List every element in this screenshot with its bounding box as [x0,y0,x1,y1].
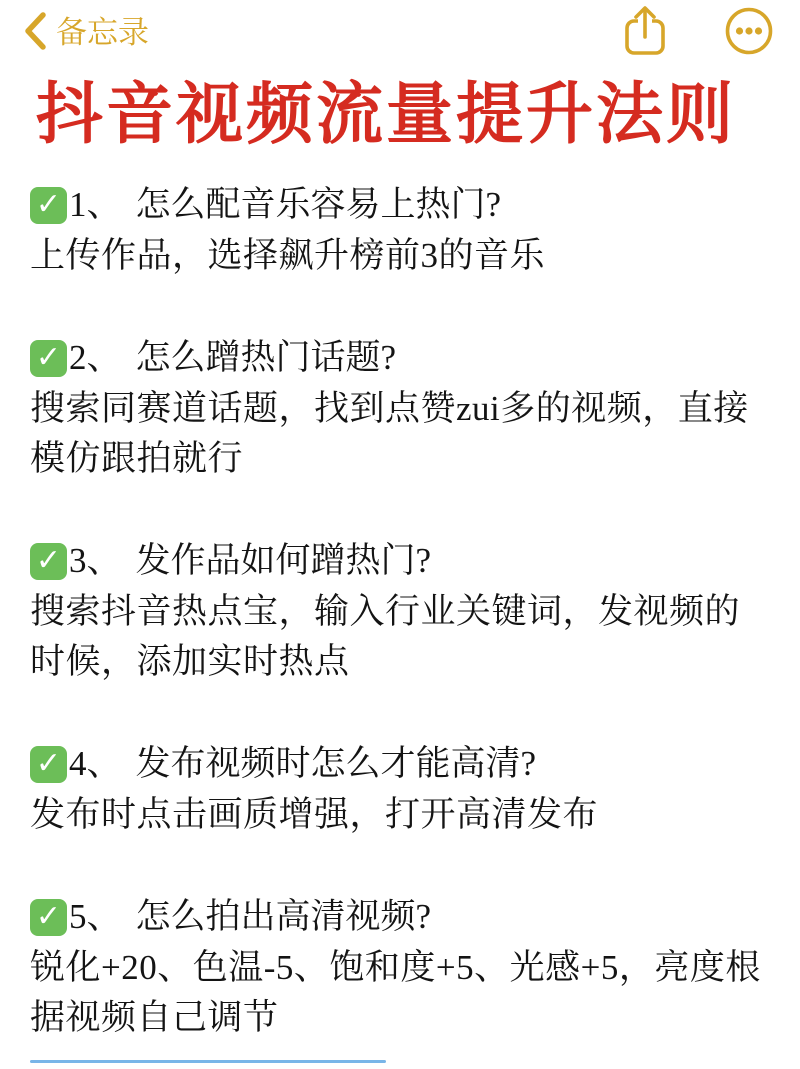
question-line [30,535,770,587]
navbar [0,0,800,62]
check-icon: ✓ [30,187,67,224]
question-number: 1、 [69,185,122,225]
question-line [30,179,770,231]
answer-text: 上传作品，选择飙升榜前3的音乐 [30,236,546,276]
question-text: 怎么拍出高清视频? [135,897,432,937]
answer-text: 搜索抖音热点宝，输入行业关键词，发视频的时候，添加实时热点 [30,592,741,682]
question-text: 发作品如何蹭热门? [135,541,432,581]
question-text: 发布视频时怎么才能高清? [135,744,537,784]
note-title: 抖音视频流量提升法则 [36,77,736,152]
back-label[interactable]: 备忘录 [56,14,149,50]
tip-section-1 [30,179,770,281]
share-icon[interactable] [622,5,668,57]
question-line [30,332,770,384]
answer-text: 锐化+20、色温-5、饱和度+5、光感+5，亮度根据视频自己调节 [30,948,761,1038]
answer-text: 搜索同赛道话题，找到点赞zui多的视频，直接模仿跟拍就行 [30,389,749,479]
note-content[interactable] [0,62,800,1043]
tip-section-4 [30,738,770,840]
tip-section-3 [30,535,770,687]
question-number: 3、 [69,541,122,581]
check-icon: ✓ [30,746,67,783]
question-line [30,891,770,943]
more-options-icon[interactable] [724,6,774,56]
back-button[interactable] [24,12,149,50]
question-number: 2、 [69,338,122,378]
answer-text: 发布时点击画质增强，打开高清发布 [30,795,599,835]
tip-section-5 [30,891,770,1043]
tip-section-2 [30,332,770,484]
question-text: 怎么配音乐容易上热门? [135,185,502,225]
question-line [30,738,770,790]
question-number: 5、 [69,897,122,937]
check-icon: ✓ [30,543,67,580]
back-chevron-icon [24,12,46,50]
partial-scrolled-underline [30,1060,386,1063]
question-text: 怎么蹭热门话题? [135,338,397,378]
question-number: 4、 [69,744,122,784]
check-icon: ✓ [30,340,67,377]
check-icon: ✓ [30,899,67,936]
